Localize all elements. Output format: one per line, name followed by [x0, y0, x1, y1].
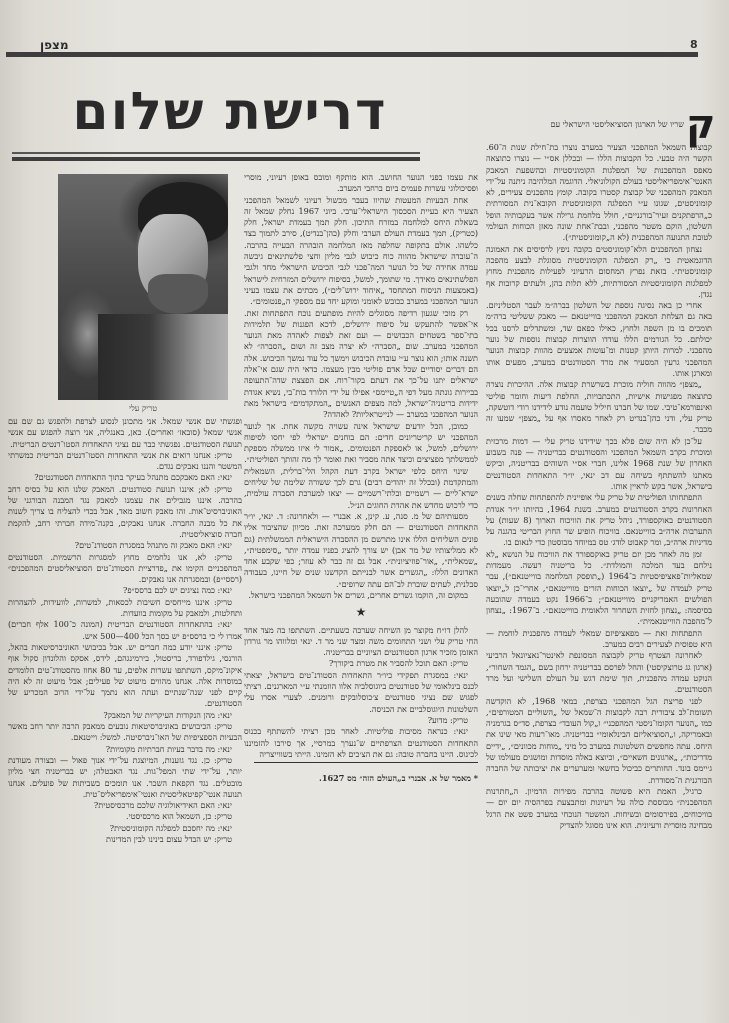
- first-line: שריו של הארגון הסוציאליסטי הישראלי עם: [550, 119, 684, 129]
- paragraph: קבוצות השמאל המהפכני הצעיר במערב נוצרו בת־חילת שנות ה־60. הקשר היה טבעי. כל הקבוצות הללו — ובכללן אס״י — נוצרו כתוצאה מאפס המהפכנות של המפלגות הקומוניסטיות ובהשפעת המאבק האנטי־אימפריאליסטי בעולם הקולוניאלי. הדוגמה המלהיבה ניתנה על־ידי המאבק המהפכני של קבוצת קסטרו בקובה. קומץ מהפכנים צעירים, לא קומוניסטים, שגונו ע״י המפלגה הקומוניסטית הקובא־נית המסורתית כ„הרפתקנים זעיר־בורגניים״, חולל מלחמת גרילה אשר בעקבותיה הופל השלטון, הוקם משטר מהפכני, ובבת־אחת שונה מאזן הכוחות העולמי לטובת התנועה המהפכנית (לא ה„קומוניסטית״).: [486, 142, 712, 243]
- paragraph: נצחון המהפכנים הלא־קומוניסטים בקובה ניפץ לרסיסים את האמונה הדוגמאטית כי „רק המפלגה הקומוניסטית מסוגלת לבצע מהפכה קומוניסטית״. בזאת נפרץ המחסום הרעיוני לפעילות מהפכנית מחוץ למפלגות הקומוניסטיות המסורתיות, ללא תלות בהן, ולעתים קרובות אף נגדן.: [486, 243, 712, 299]
- paragraph: טריק: לא; איננו תנועת סטודנטים. המאבק שלנו הוא על בסיס רחב בהרבה. איננו מגבילים את עצמנו למאבק נגד המבנה הבורגני של האוניברסיט־אות. זהו מאבק חשוב מאד, אבל בכדי להצליח בו צריך לשנות את כל מבנה החברה. אנחנו נאבקים, בקנה־מידה חברתי רחב, להקמת חברה סוציאליסטית.: [8, 483, 242, 539]
- paragraph: טריק: הכיבושים באוניברסיטאות נובעים ממאבק הרבה יותר רחב מאשר הבעיות הספציפיות של האו־ניברסיטה. למשל: וייטנאם.: [8, 721, 242, 743]
- paragraph: ינאי: כמה נציגים יש לכם ברסס״פ?: [123, 585, 232, 596]
- paragraph: מסעותיהם של מ. סנה, ע. קינן, א. אבנרי — ולאחרונה: ד. ינאי, יו״ר התאחדות הסטודנטים — הם חלק ממערכה זאת. מכיוון שהציבור אליו פונים השליחים הללו אינו מתרשם מן ההסברה הישראלית הממשלתית (גם לא ממליצותיו של מר אבן) יש צורך להציג בפניו עמדה יותר „סימפטית״, „שמאלית״, „אור־פוזיציונית״. אבל גם זה כבר לא עוזר; כפי שקבע אחד האדונים הללו: „הגשרים אשר לבנייתם הקדשנו שנים של חיינו, בעבודה סבלנית, לעתים שוברת לב־הם עתה שרופים״.: [244, 510, 478, 589]
- paragraph: שינוי היחס כלפי ישראל בקרב דעת הקהל הלי־ברלית, השמאלית והמתקדמת (ובכלל זה יהודים רבים) גרם לכך ששורה שלימה של שליחים ישרא־ליים — רשמיים ובלתי־רשמיים — יצאו למערכת הסברה עולמית, כדי לרכוש מחדש את אהדת החוגים הנ״ל.: [244, 465, 478, 510]
- column-middle: [244, 172, 478, 784]
- paragraph: במקום זה, הוקמו גשרים אחרים, גשרים אל השמאל המהפכני בישראל.: [248, 589, 468, 600]
- footnote: * מאמר של א. אבנרי ב„העולם הזה״ מס 1627.: [318, 773, 478, 784]
- paragraph: ופגשתי שם אנשי שמאל. אני מתכונן לנסוע לצרפת ולהפגש גם שם עם אנשי שמאל (סובאז׳ ואחרים). כאן, באנגליה, אני רוצה להפגש עם אנשי תנועת הסטודנטים. נפגשתי כבר עם נציגי התאחדות הסטו־דנטים הבריטית.: [8, 416, 242, 449]
- paragraph: טריק: אינני יודע כמה חברים יש. אבל בכיבושי האוניברסיטאות בהאל, הורנסי, גילדפורד, בריסטול, בירמינגהם, לידס, אסקס והלונדון סקול אוף איקונ־מיקס, השתתפו עשרות אלפים, עד 80 אחוז מהסטודנ־טים הלומדים במוסדות אלה. אנחנו מהווים מיעוט של פעילים; אבל מיעוט זה לא היה קיים לפני שנה־שנתיים ועתה הוא נתמך על־ידי הרוב המכריע של הסטודנטים.: [8, 641, 242, 709]
- paragraph: ינאי: האם מאבקכם מתנהל בעיקר בתוך התאחדות הסטודנטים?: [34, 472, 232, 483]
- headline-rule-thick: [12, 157, 420, 161]
- header-rule: [6, 52, 698, 57]
- photo-beard-shape: [148, 274, 208, 314]
- paragraph: זמן מה לאחר מכן יזם טריק באוקספורד את הוויכוח על הנושא „לא נילחם בעד המלכה והמולדת״. כל בריטניה רעשה. מעמדות שמאליות־פאציפיסטיות ב־1964 („תופסק המלחמה בווייטנאם״), עבר טריק לעמדה של „יוצאו הכוחות הזרים מווייטנאם״, אחרי־כן ל„יוצאו הפולשים האמריקניים מווייטנאם״; ב־1966 נקט בעמדה שהובעה בסיסמה: „נצחון לחזית השחרור הלאומית בווייטנאם״. ב־1967: „נצחון ל־מהפכה הווייטנאמית״.: [486, 548, 712, 627]
- photo-caption: טריק עלי: [128, 404, 158, 413]
- paragraph: אחת הבעיות המעטות שהיוו בעבר מכשול רעיוני לשמאל המהפכני הצעיר היא בעיית הסכסוך הישראלי־ערבי. ביוני 1967 נחלק שמאל זה בשאלת היחס למלחמה במזרח התיכון. חלק תמך בעמדת ישראל, חלק (כטריק), תמך בעמדת העולם הערבי וחלק (כהן־בנדיט), סירב לתמוך בצד כלשהו. אולם בתקופה שחלפה מאז המלחמה הובהרה הבעייה בהרבה. ה־עובדה שישראל מהווה כוח כיבוש לגבי מליון וחצי פלשתינאים גיבשה עמדה אחידה של כל הנוער המה־פכני לגבי הכיבוש הישראלי מחד ולגבי הפלשתינאים מאידך. מי שתומך, למשל, בסיפוח ירושלים המזרחית לישראל (באמצעות הניסוח המתחסד „איחוד ירוש־לים״), מכתים את עצמו בעיני הנוער המהפכני במערב ככובש לאומני ומוקע יחד עם מספקי ה„פנטומים״.: [244, 194, 478, 307]
- paragraph: טריק: כן. נגד גזענות, המיוצגת על־ידי אנוך פאול — ובצורה מעודנת יותר, על־ידי שתי המפל־גות. נגד האבטלה; יש בבריטניה חצי מליון מובטלים. נגד הקפאת השכר. אנו תומכים בשביתות של פועלים. אנחנו תנועה אנטי־קפיטאליסטית ואנטי־אימפריאליס־טית.: [8, 754, 242, 799]
- headline-rule-thin: [12, 152, 420, 154]
- paragraph: ינאי: בהתאחדות הסטודנטים הבריטית (המונה כ־100 אלף חברים) אמרו לי כי ברסס״פ יש בסך הכל 400—500 איש.: [8, 619, 242, 641]
- paragraph: כרגיל, האמת היא פשוטה בהרבה מפירות הדמיון. ה„חתרנות המהפכנית״ מבוססת כולה על רעיונות ומתבצעת בפרהסיה יום יום — בוויכוחים, בפירסומים ובשיחות. המשטר הנוכחי במערב פשט את הרגל מבחינה מוסרית ורעיונית. הוא אינו מסוגל להצדיק: [486, 785, 712, 830]
- interview-paragraph: טריק: מדוע?: [427, 714, 468, 725]
- article-headline: דרישת שלום: [72, 82, 388, 142]
- paragraph: ינאי: מהן הנקודות העיקריות של המאבק?: [103, 709, 232, 720]
- paragraph: לפני פריצת הגל המהפכני בצרפת, במאי 1968, לא הוקדשה תשומת־לב ציבורית רבה לקבוצות ה־שמאל של „השוליים המטורפים״, כמו „הנוער הקומו־ניסטי המהפכני״ ו„קול העובד״ בצרפת, סד״ס בגרמניה ובאמריקה, ו„הסוציאליזם הבינלאומי״ בבריטניה. מאו־רעות מאי שינו את היחס. עתה מחפשים השלטונות במערב כל מיני „מוחות מכוונים״, „ידיים מדריכות״, „ארגונים חשאיים״, וכיוצא באלה מוסדות ומושגים מעולמו של ג׳יימס בונד. החותרים כביכול בחשאי ומערערים את יציבותה של החברה הבורגנית ה־מסודרת.: [486, 695, 712, 785]
- paragraph: ינאי: מה יחסכם למפלגה הקומוניסטית?: [109, 822, 232, 833]
- paragraph: „מצפן״ מהווה חוליה מוכרת בשרשרת קבוצות אלה. ההיכרות נוצרה כתוצאה מפגישות אישיות, התכתבויות, החלפת דיעות וחומר פוליטי ואינפורמא־טיבי. שמו של חברנו חיליל טועמה נודע לידידנו רודי דוטשקה, טריק עלי, ודני כהן־בנדיט רק לאחר מאסרו אף על „מצפן״ שמעו זה מכבר.: [486, 379, 712, 435]
- paragraph: התפתחות זאת — מפאציפיזם שמאלי לעמדה מהפכנית לוחמת — היא טפוסית לצעירים רבים במערב.: [486, 627, 712, 650]
- page-number: 8: [690, 38, 698, 51]
- paragraph: ינאי: האם מאבק זה מתנהל במסגרת הסטודנ־טים?: [74, 540, 232, 551]
- paragraph: אחרי כן באה נסיגה נוספת של השלטון בברה״מ לעבר הסטליניזם. באה גם הצלחת המאבק המהפכני בווייטנאם — מאבק ששליטי ברה״מ תומכים בו מן השפה ולחוץ, כאילו כפאם שד, ומשתדלים לרסנו בכל יכולתם. כל הגורמים הללו עודדו הווצרות קבוצות נוספות של נוער מהפכני. למרות היותן קטנות ומ־עוטות אמצעים מהוות קבוצות הנוער המהפכני גרעין המסעיר את מרד הסטודנטים במערב, מפעים אותו ומארגן אותו.: [486, 300, 712, 378]
- paragraph: רק מוכי שגעון רדיפה מסוגלים להיות מופתעים נוכח התפתחות זאת. אי־אפשר להתעקש על סיפוח ירושלים, לדכא הפגנות של תלמידות בתי־ספר בשטחים הכבושים — ועם זאת לצפות לאהדה מאת הנוער המהפכני במערב. שום „הסברה״ לא יצרה מצב זה ושום „הסברה״ לא תשנה אותו; הוא נוצר ע״י עובדת הכיבוש וימשך כל עוד נמשך הכיבוש. אלה הם דברים יסודיים שכל אדם פוליטי מבין מעצמו. כדאי היה שגם אי־אלה ישראלים יתנו על־כך את דעתם בקור־רוח. אם הפצצת שדה־התעופה בביירות גונתה מעל דפי ה„טיימס״ אפילו על ידי הלורד בות־בי, נשיא אגודת ידידות בריטניה־ישראל, למה מצפים האנשים „המתקדמים״ בישראל מאת הנוער המהפכני במערב — לנייטראליות? לאהדה?: [244, 307, 478, 420]
- paragraph: על־כן לא היה שום פלא בכך שידידנו טריק עלי — דמות מרכזית ומוכרת בקרב השמאל המהפכני והסטודנטים בבריטניה — פנה בשבוע האחרון של שנת 1968 אלינו, חברי אס״י השוהים בבריטניה, וביקש מאתנו להשתתף בשיחה עם דב ינאי, יו״ר התאחדות הסטודנטים בישראל, אשר בקש לראיין אותו.: [486, 435, 712, 491]
- interview-paragraph: ינאי: כנראה מסיבות פוליטיות. לאחר מכן רציתי להשתתף בכנוס התאחדות הסטודנטים הצרפתיים ש־נערך במרסיי, אך סירבו להזמיננו לכינוס. היינו בחברה טובה: גם את הצ׳כים לא הזמינו. הייתי בשווייצריה: [244, 726, 478, 759]
- footnote-rule: [254, 762, 478, 763]
- paragraph: טריק: לא, אנו נלחמים מחוץ למסגרות הרשמיות. הסטודנטים המהפכניים הקימו את „פדרציית הסטודנ־טים הסוציאליסטים המהפכנים״ (רססי״פ) ובמסגרתה אנו נאבקים.: [8, 551, 242, 585]
- paragraph: ינאי: האם האידיאולוגיה שלכם מרכסיסטית?: [93, 800, 232, 811]
- paragraph: התפתחותו הפוליטית של טריק עלי אופיינית להתפתחות שחלה בשנים האחרונות בקרב הסטודנטים במערב. בשנת 1964, בהיותו יו״ר אגודת הסטודנטים באוקספורד, ניהל טריק את הוויכוח הארוך (8 שעות) על התערבות ארה״ב בווייטנאם. בוויכוח הופיע שר החוץ הבריטי בהגנה על מדיניות ארה״ב, ומר קאבוט לודג׳ טס במיוחד מבוסטון כדי לנאום בו.: [486, 492, 712, 548]
- paragraph: לאחרונה הצטרף טריק לקבוצה המסונפת לאינטר־נאציונאל הרביעי (ארגון גג טרוצקיסטי) והחל לפרסם בבריטניה ירחון בשם „הגמד השחור״, הנוקט עמדה מהפכנית, תוך שימת דגש על העולם השלישי ועל מרד הסטודנטים.: [486, 650, 712, 695]
- portrait-photo: [58, 174, 228, 400]
- drop-cap: ק: [686, 102, 716, 148]
- photo-coat-shape: [98, 314, 228, 400]
- interview-paragraph: טריק: האם תוכל להסביר את מטרת ביקורך?: [329, 658, 468, 669]
- column-right-first-line: [486, 119, 684, 130]
- interview-paragraph: ינאי: במסגרת תפקידי כיו״ר התאחדות הסטודנ־טים בישראל, יצאתי לכנס בינלאומי של סטודנטים ביוגוסלביה אלוו הוזמנתי ע״י המארגנים. רציתי לפגוש שם נציגי סטודנטים צ׳כוסלובקים ורומנים. לצערי אסרו עלי השלטונות היוגוסלביים את הכניסה.: [244, 669, 478, 714]
- paragraph: את עצמו בפני הנוער החושב. הוא מותקף ומובס באופן רעיוני, מוסרי ופסיכולוגי עשרות פעמים ביום ברחבי המערב.: [244, 172, 478, 194]
- paragraph: טריק: אנחנו רואים את אנשי התאחדות הסטו־דנטים הבריטית כמשרתי המשטר והננו נאבקים נגדם.: [8, 449, 242, 472]
- paragraph: טריק: יש הבדל עצום בינינו לבין המדינות: [106, 833, 232, 844]
- paragraph: כמובן, הכל יודעים שישראל אינה עשויה מקשה אחת. אך לנוער המהפכני יש קריטריונים חדים: הם בוחנים ישראלי לפי יחסו לסיפוח ירושלים, למשל, או לאספקת הפנטומים. „אמור לי איזו ממשלה מספקת לממשלתך מפציצים וכיצד אתה מסביר זאת ואומר לך מה זהותך הפוליטית״.: [244, 420, 478, 465]
- paragraph: ינאי: מה בדבר בעיות חברתיות מקומיות?: [105, 743, 232, 754]
- column-left: [8, 416, 242, 845]
- paragraph: טריק: איננו מייחסים חשיבות לכסאות, למשרות, לוועידות, להצהרות ותחלטות, ולמאבק על מקומות בוועדות.: [8, 596, 242, 619]
- star-separator-icon: ★: [355, 605, 367, 620]
- publication-name: מצפן: [40, 38, 69, 52]
- interview-paragraph: להלן דו״ח מקוצר מן השיחה שערכה כשעתיים. השתתפו בה מצד אחד החי טריק עלי ושני התחומים משה ומצד שני מר ד. ינאי ומלווהו מר גורדון האזמן מזכיר ארגון הסטודנטים הציוניים בבריטניה.: [244, 624, 478, 658]
- column-right: [486, 142, 712, 831]
- paragraph: טריק: כן, השמאל הוא מרכסיסטי.: [126, 811, 232, 822]
